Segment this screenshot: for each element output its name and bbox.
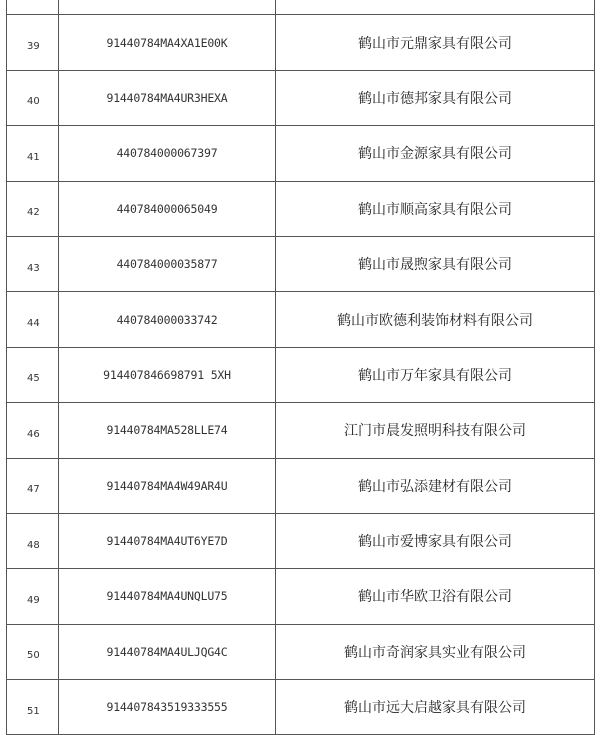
- table-row: [7, 458, 595, 513]
- company-name-cell: 鹤山市欧德利装饰材料有限公司: [276, 292, 595, 347]
- company-name-cell: 江门市晨发照明科技有限公司: [276, 403, 595, 458]
- credit-code-cell: 440784000033742: [59, 292, 276, 347]
- table-row: [7, 624, 595, 679]
- table-row: [7, 680, 595, 735]
- row-index-cell: 45: [7, 347, 59, 402]
- table-row: [7, 126, 595, 181]
- credit-code-cell: 91440784MA4UR3HEXA: [59, 70, 276, 125]
- credit-code-cell: 914407846698791 5XH: [59, 347, 276, 402]
- row-index-cell: 42: [7, 181, 59, 236]
- company-name-cell: 鹤山市华欧卫浴有限公司: [276, 569, 595, 624]
- table-row: [7, 513, 595, 568]
- row-index-cell: 48: [7, 513, 59, 568]
- company-name-cell: 鹤山市奇润家具实业有限公司: [276, 624, 595, 679]
- row-index-cell: 51: [7, 680, 59, 735]
- credit-code-cell: 91440784MA528LLE74: [59, 403, 276, 458]
- credit-code-cell: 440784000035877: [59, 236, 276, 291]
- credit-code-cell: 440784000067397: [59, 126, 276, 181]
- row-index-cell: 50: [7, 624, 59, 679]
- row-index-cell: [7, 0, 59, 15]
- credit-code-cell: 91440784MA4ULJQG4C: [59, 624, 276, 679]
- row-index-cell: 40: [7, 70, 59, 125]
- company-name-cell: [276, 0, 595, 15]
- row-index-cell: 46: [7, 403, 59, 458]
- company-name-cell: 鹤山市德邦家具有限公司: [276, 70, 595, 125]
- table-row: [7, 569, 595, 624]
- credit-code-cell: 91440784MA4W49AR4U: [59, 458, 276, 513]
- row-index-cell: 41: [7, 126, 59, 181]
- row-index-cell: 43: [7, 236, 59, 291]
- company-table: [6, 0, 595, 735]
- table-row: [7, 403, 595, 458]
- table-row: [7, 181, 595, 236]
- table-row: [7, 347, 595, 402]
- table-row: [7, 292, 595, 347]
- table-row: [7, 70, 595, 125]
- table-row: [7, 236, 595, 291]
- company-name-cell: 鹤山市晟煦家具有限公司: [276, 236, 595, 291]
- credit-code-cell: [59, 0, 276, 15]
- company-name-cell: 鹤山市爱博家具有限公司: [276, 513, 595, 568]
- row-index-cell: 49: [7, 569, 59, 624]
- company-name-cell: 鹤山市金源家具有限公司: [276, 126, 595, 181]
- table-row: [7, 15, 595, 70]
- credit-code-cell: 91440784MA4UT6YE7D: [59, 513, 276, 568]
- company-name-cell: 鹤山市顺高家具有限公司: [276, 181, 595, 236]
- row-index-cell: 47: [7, 458, 59, 513]
- company-name-cell: 鹤山市远大启越家具有限公司: [276, 680, 595, 735]
- credit-code-cell: 91440784MA4XA1E00K: [59, 15, 276, 70]
- company-name-cell: 鹤山市万年家具有限公司: [276, 347, 595, 402]
- table-row: [7, 0, 595, 15]
- credit-code-cell: 91440784MA4UNQLU75: [59, 569, 276, 624]
- table-body: [7, 0, 595, 735]
- credit-code-cell: 440784000065049: [59, 181, 276, 236]
- company-name-cell: 鹤山市弘添建材有限公司: [276, 458, 595, 513]
- row-index-cell: 44: [7, 292, 59, 347]
- row-index-cell: 39: [7, 15, 59, 70]
- company-name-cell: 鹤山市元鼎家具有限公司: [276, 15, 595, 70]
- credit-code-cell: 914407843519333555: [59, 680, 276, 735]
